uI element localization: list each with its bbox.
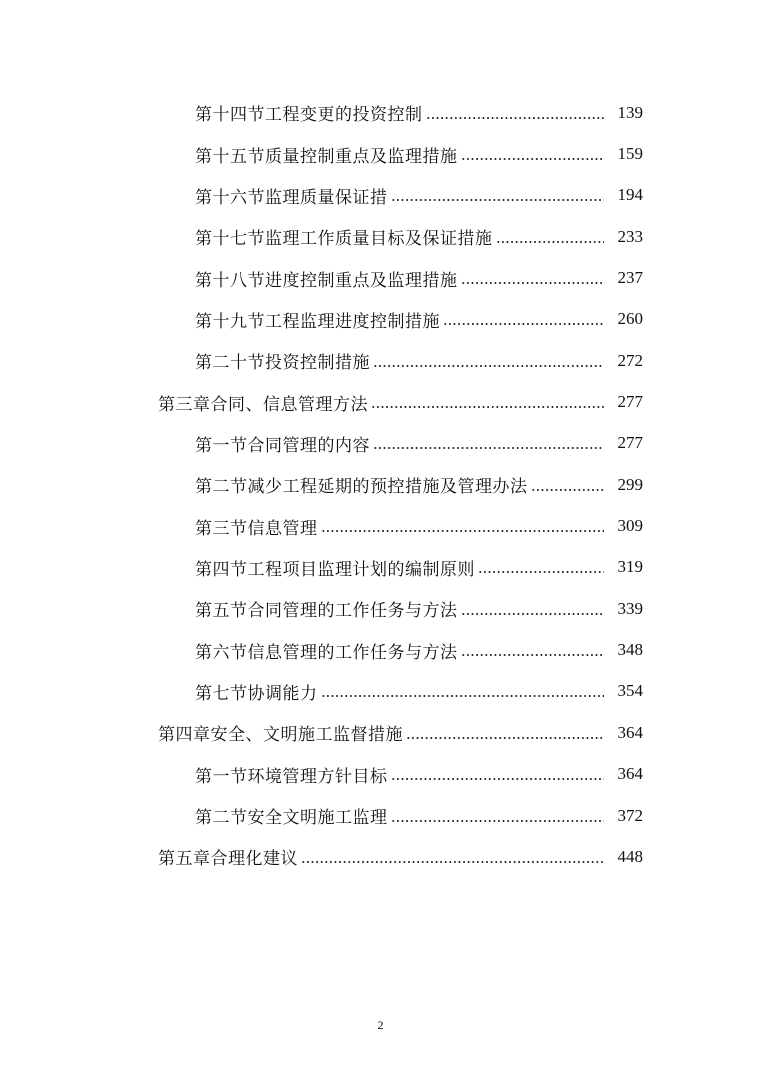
dot-leader [461, 613, 605, 615]
toc-entry-page: 448 [617, 846, 643, 866]
toc-entry-page: 277 [617, 433, 643, 453]
toc-entry-page: 139 [617, 102, 643, 122]
toc-entry[interactable] [0, 671, 761, 712]
toc-entry[interactable] [0, 340, 761, 381]
toc-entry-title: 第一节合同管理的内容 [195, 435, 370, 456]
dot-leader [461, 282, 605, 284]
toc-entry-title: 第五节合同管理的工作任务与方法 [195, 601, 458, 622]
toc-entry-title: 第十七节监理工作质量目标及保证措施 [195, 229, 493, 250]
dot-leader [321, 695, 605, 697]
dot-leader [531, 489, 605, 491]
toc-entry-title: 第六节信息管理的工作任务与方法 [195, 642, 458, 663]
toc-entry-title: 第四章安全、文明施工监督措施 [158, 725, 403, 746]
dot-leader [443, 323, 604, 325]
dot-leader [426, 117, 605, 119]
toc-entry-page: 194 [617, 185, 643, 205]
toc-entry-page: 319 [617, 557, 643, 577]
toc-chapter-entry[interactable] [0, 836, 761, 877]
dot-leader [391, 778, 605, 780]
table-of-contents [0, 92, 761, 878]
toc-entry[interactable] [0, 547, 761, 588]
toc-entry[interactable] [0, 299, 761, 340]
toc-entry-title: 第一节环境管理方针目标 [195, 766, 388, 787]
toc-entry-title: 第三章合同、信息管理方法 [158, 394, 368, 415]
toc-entry-title: 第七节协调能力 [195, 683, 318, 704]
toc-entry-page: 339 [617, 598, 643, 618]
dot-leader [461, 158, 605, 160]
toc-entry[interactable] [0, 257, 761, 298]
toc-entry-page: 299 [617, 474, 643, 494]
toc-entry-page: 159 [617, 144, 643, 164]
toc-chapter-entry[interactable] [0, 381, 761, 422]
toc-entry-page: 233 [617, 226, 643, 246]
toc-entry-page: 372 [617, 805, 643, 825]
toc-entry[interactable] [0, 505, 761, 546]
toc-entry-title: 第二节减少工程延期的预控措施及管理办法 [195, 477, 528, 498]
dot-leader [371, 406, 604, 408]
toc-entry[interactable] [0, 175, 761, 216]
toc-entry[interactable] [0, 754, 761, 795]
page-number: 2 [377, 1018, 384, 1032]
toc-entry[interactable] [0, 133, 761, 174]
toc-entry[interactable] [0, 92, 761, 133]
toc-entry-page: 354 [617, 681, 643, 701]
dot-leader [391, 199, 605, 201]
toc-entry[interactable] [0, 795, 761, 836]
toc-entry-page: 309 [617, 516, 643, 536]
toc-entry-title: 第十九节工程监理进度控制措施 [195, 311, 440, 332]
toc-entry[interactable] [0, 216, 761, 257]
toc-entry-title: 第十八节进度控制重点及监理措施 [195, 270, 458, 291]
dot-leader [373, 365, 604, 367]
toc-chapter-entry[interactable] [0, 712, 761, 753]
dot-leader [496, 241, 605, 243]
toc-entry-title: 第四节工程项目监理计划的编制原则 [195, 559, 475, 580]
dot-leader [321, 530, 605, 532]
toc-entry-page: 237 [617, 268, 643, 288]
dot-leader [301, 861, 604, 863]
toc-entry-page: 364 [617, 722, 643, 742]
toc-entry[interactable] [0, 464, 761, 505]
toc-entry-title: 第三节信息管理 [195, 518, 318, 539]
dot-leader [406, 737, 604, 739]
toc-entry-title: 第二节安全文明施工监理 [195, 808, 388, 829]
toc-entry-page: 277 [617, 392, 643, 412]
toc-entry-page: 364 [617, 764, 643, 784]
dot-leader [373, 447, 604, 449]
dot-leader [478, 571, 604, 573]
toc-entry-title: 第二十节投资控制措施 [195, 353, 370, 374]
toc-entry[interactable] [0, 423, 761, 464]
toc-entry-page: 260 [617, 309, 643, 329]
dot-leader [461, 654, 605, 656]
dot-leader [391, 820, 605, 822]
toc-entry-title: 第十四节工程变更的投资控制 [195, 105, 423, 126]
toc-entry-title: 第五章合理化建议 [158, 849, 298, 870]
toc-entry-page: 272 [617, 350, 643, 370]
toc-entry-title: 第十五节质量控制重点及监理措施 [195, 146, 458, 167]
toc-entry[interactable] [0, 629, 761, 670]
toc-entry-page: 348 [617, 640, 643, 660]
toc-entry-title: 第十六节监理质量保证措 [195, 187, 388, 208]
toc-entry[interactable] [0, 588, 761, 629]
